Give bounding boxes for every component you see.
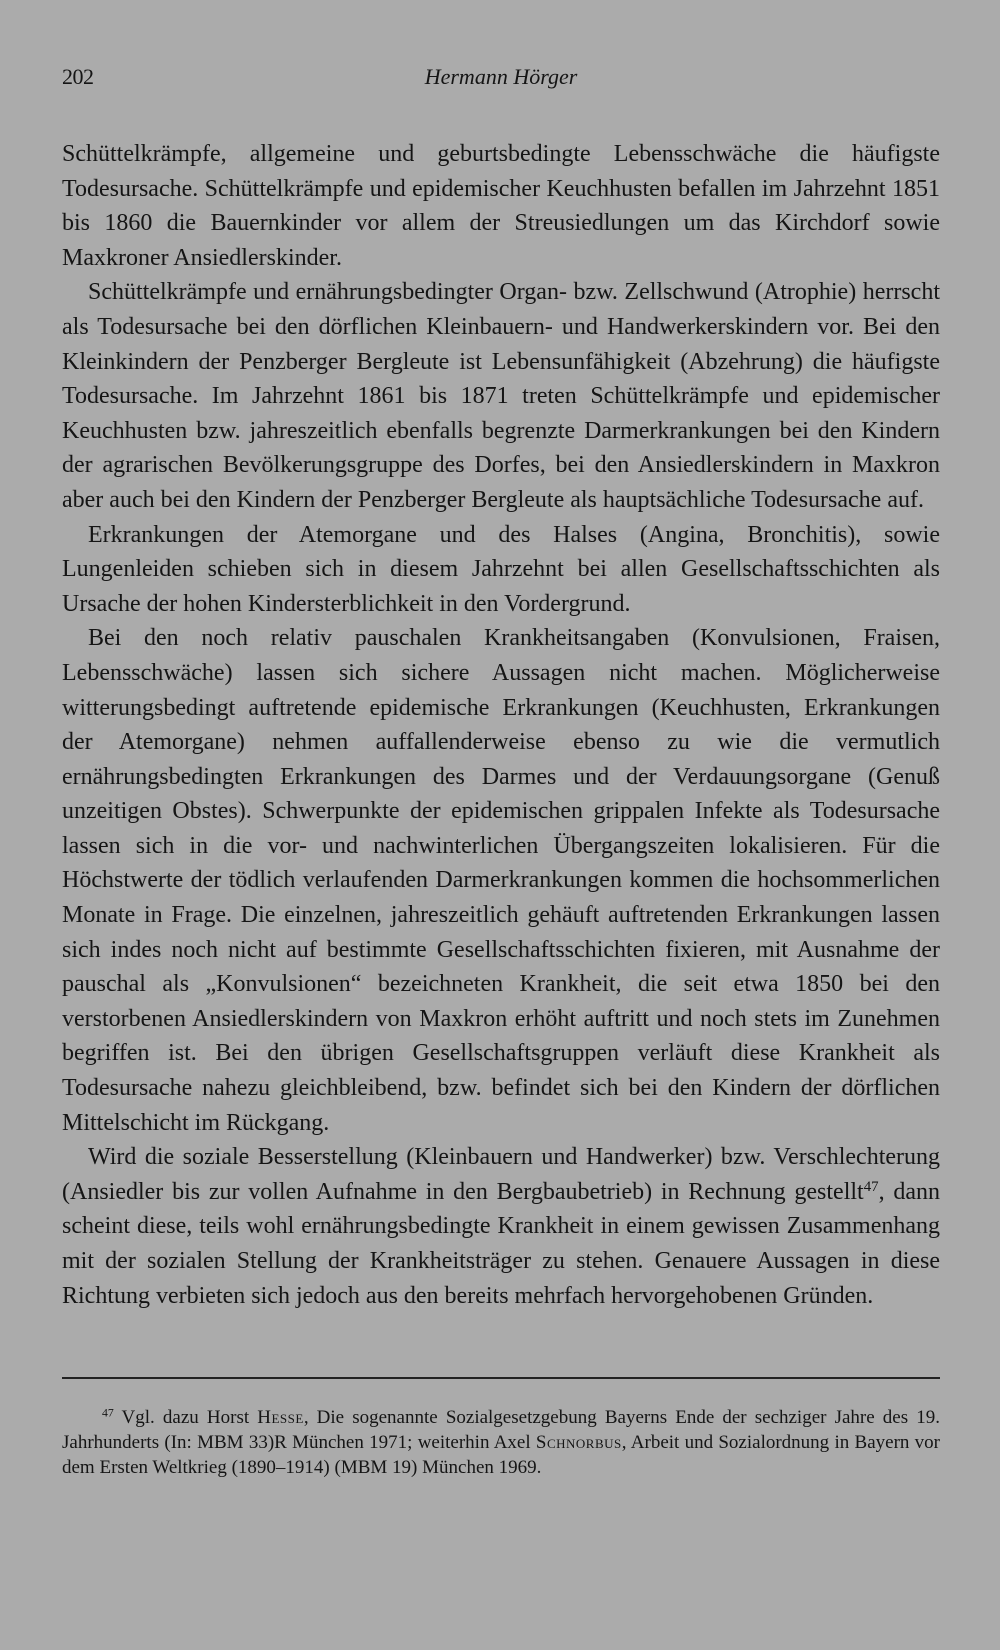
body-text (62, 137, 940, 1313)
footnote-text-1: Vgl. dazu Horst (113, 1407, 258, 1428)
footnote-author-hesse: Hesse (257, 1407, 304, 1428)
footnote-text-2: , Die sogenannte Sozialgesetzgebung Bayerns Ende der sechziger Jahre des 19. Jahrhunderts (In: MBM 33)R München 1971; weiterhin Axel (62, 1407, 940, 1453)
paragraph-5-text-start: Wird die soziale Besserstellung (Kleinbauern und Handwerker) bzw. Verschlechterung (Ansiedler bis zur vollen Aufnahme in den Bergbaubetrieb) in Rechnung gestellt (62, 1144, 940, 1205)
footnote-text-3: , Arbeit und Sozialordnung in Bayern vor dem Ersten Weltkrieg (1890–1914) (MBM 19) München 1969. (62, 1432, 940, 1478)
paragraph-5-text-end: , dann scheint diese, teils wohl ernährungsbedingte Krankheit in einem gewissen Zusammenhang mit der sozialen Stellung der Krankheitsträger zu stehen. Genauere Aussagen in diese Richtung verbieten sich jedoch aus den bereits mehrfach hervorgehobenen Gründen. (62, 1178, 940, 1309)
paragraph-3: Erkrankungen der Atemorgane und des Halses (Angina, Bronchitis), sowie Lungenleiden schieben sich in diesem Jahrzehnt bei allen Gesellschaftsschichten als Ursache der hohen Kindersterblichkeit in den Vordergrund. (62, 521, 940, 617)
page-header (62, 64, 940, 104)
footnote-reference: 47 (863, 1178, 879, 1195)
running-head: Hermann Hörger (424, 64, 578, 89)
footnote (62, 1405, 940, 1480)
paragraph-2: Schüttelkrämpfe und ernährungsbedingter Organ- bzw. Zellschwund (Atrophie) herrscht als Todesursache bei den dörflichen Kleinbauern- und Handwerkerskindern vor. Bei den Kleinkindern der Penzberger Bergleute ist Lebensunfähigkeit (Abzehrung) die häufigste Todesursache. Im Jahrzehnt 1861 bis 1871 treten Schüttelkrämpfe und epidemischer Keuchhusten bzw. jahreszeitlich ebenfalls begrenzte Darmerkrankungen bei den Kindern der agrarischen Bevölkerungsgruppe des Dorfes, bei den Ansiedlerskindern in Maxkron aber auch bei den Kindern der Penzberger Bergleute als hauptsächliche Todesursache auf. (62, 279, 940, 513)
footnote-author-schnorbus: Schnorbus (535, 1432, 622, 1453)
page-number: 202 (62, 64, 94, 89)
paragraph-1: Schüttelkrämpfe, allgemeine und geburtsbedingte Lebensschwäche die häufigste Todesursache. Schüttelkrämpfe und epidemischer Keuchhusten befallen im Jahrzehnt 1851 bis 1860 die Bauernkinder vor allem der Streusiedlungen um das Kirchdorf sowie Maxkroner Ansiedlerskinder. (62, 141, 940, 271)
paragraph-5 (62, 1140, 940, 1313)
paragraph-4: Bei den noch relativ pauschalen Krankheitsangaben (Konvulsionen, Fraisen, Lebensschwäche) lassen sich sichere Aussagen nicht machen. Möglicherweise witterungsbedingt auftretende epidemische Erkrankungen (Keuchhusten, Erkrankungen der Atemorgane) nehmen auffallenderweise ebenso zu wie die vermutlich ernährungsbedingten Erkrankungen des Darmes und der Verdauungsorgane (Genuß unzeitigen Obstes). Schwerpunkte der epidemischen grippalen Infekte als Todesursache lassen sich in die vor- und nachwinterlichen Übergangszeiten lokalisieren. Für die Höchstwerte der tödlich verlaufenden Darmerkrankungen kommen die hochsommerlichen Monate in Frage. Die einzelnen, jahreszeitlich gehäuft auftretenden Erkrankungen lassen sich indes noch nicht auf bestimmte Gesellschaftsschichten fixieren, mit Ausnahme der pauschal als „Konvulsionen“ bezeichneten Krankheit, die seit etwa 1850 bei den verstorbenen Ansiedlerskindern von Maxkron erhöht auftritt und noch stets im Zunehmen begriffen ist. Bei den übrigen Gesellschaftsgruppen verläuft diese Krankheit als Todesursache nahezu gleichbleibend, bzw. befindet sich bei den Kindern der dörflichen Mittelschicht im Rückgang. (62, 625, 940, 1136)
footnote-divider (62, 1377, 940, 1379)
footnote-number: 47 (102, 1406, 114, 1420)
